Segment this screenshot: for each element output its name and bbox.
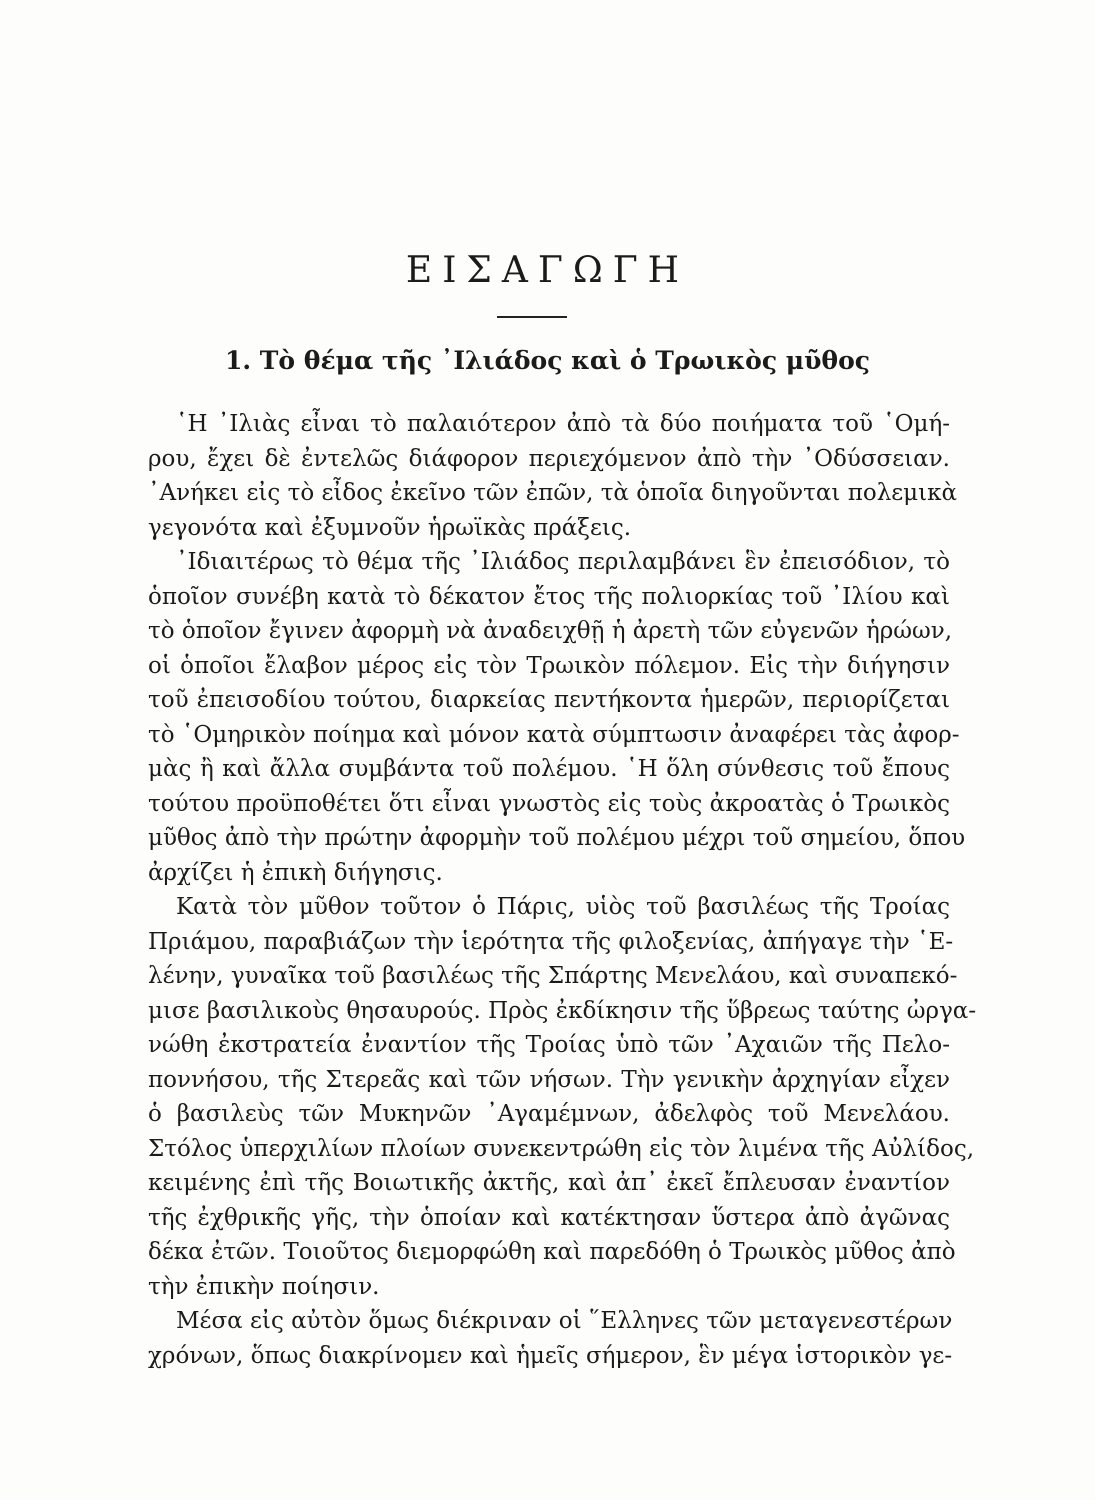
text-line: γεγονότα καὶ ἐξυμνοῦν ἡρωϊκὰς πράξεις. [148, 514, 632, 541]
text-line: κειμένης ἐπὶ τῆς Βοιωτικῆς ἀκτῆς, καὶ ἀπ᾽ ἐκεῖ ἔπλευσαν ἐναντίον [148, 1170, 950, 1196]
text-line: Πριάμου, παραβιάζων τὴν ἱερότητα τῆς φιλοξενίας, ἀπήγαγε τὴν ῾Ε- [148, 928, 954, 955]
text-line: τὴν ἐπικὴν ποίησιν. [148, 1273, 380, 1300]
text-line: ᾽Ανήκει εἰς τὸ εἶδος ἐκεῖνο τῶν ἐπῶν, τὰ ὁποῖα διηγοῦνται πολεμικὰ [148, 480, 958, 506]
text-line: λένην, γυναῖκα τοῦ βασιλέως τῆς Σπάρτης Μενελάου, καὶ συναπεκό- [148, 963, 958, 989]
text-line: Μέσα εἰς αὐτὸν ὅμως διέκριναν οἱ ῞Ελληνες τῶν μεταγενεστέρων [176, 1308, 953, 1334]
text-line: ᾽Ιδιαιτέρως τὸ θέμα τῆς ᾽Ιλιάδος περιλαμβάνει ἓν ἐπεισόδιον, τὸ [176, 549, 950, 575]
title-divider [497, 316, 567, 318]
text-line: χρόνων, ὅπως διακρίνομεν καὶ ἡμεῖς σήμερον, ἓν μέγα ἱστορικὸν γε- [148, 1342, 953, 1369]
text-line: Κατὰ τὸν μῦθον τοῦτον ὁ Πάρις, υἱὸς τοῦ βασιλέως τῆς Τροίας [176, 894, 950, 920]
text-line: ἀρχίζει ἡ ἐπικὴ διήγησις. [148, 859, 443, 886]
text-line: ρου, ἔχει δὲ ἐντελῶς διάφορον περιεχόμενον ἀπὸ τὴν ᾽Οδύσσειαν. [148, 445, 950, 472]
chapter-title: ΕΙΣΑΓΩΓΗ [405, 250, 690, 291]
text-line: ὁ βασιλεὺς τῶν Μυκηνῶν ᾽Αγαμέμνων, ἀδελφὸς τοῦ Μενελάου. [148, 1101, 950, 1127]
text-line: μῦθος ἀπὸ τὴν πρώτην ἀφορμὴν τοῦ πολέμου μέχρι τοῦ σημείου, ὅπου [148, 825, 966, 851]
section-heading: 1. Τὸ θέμα τῆς ᾽Ιλιάδος καὶ ὁ Τρωικὸς μῦθος [225, 346, 870, 375]
text-line: μισε βασιλικοὺς θησαυρούς. Πρὸς ἐκδίκησιν τῆς ὕβρεως ταύτης ὠργα- [148, 997, 977, 1024]
text-line: δέκα ἐτῶν. Τοιοῦτος διεμορφώθη καὶ παρεδόθη ὁ Τρωικὸς μῦθος ἀπὸ [148, 1239, 956, 1265]
text-line: τῆς ἐχθρικῆς γῆς, τὴν ὁποίαν καὶ κατέκτησαν ὕστερα ἀπὸ ἀγῶνας [148, 1204, 950, 1231]
text-line: οἱ ὁποῖοι ἔλαβον μέρος εἰς τὸν Τρωικὸν πόλεμον. Εἰς τὴν διήγησιν [148, 652, 950, 679]
text-line: τὸ ὁποῖον ἔγινεν ἀφορμὴ νὰ ἀναδειχθῇ ἡ ἀρετὴ τῶν εὐγενῶν ἡρώων, [148, 618, 953, 644]
text-line: τὸ ῾Ομηρικὸν ποίημα καὶ μόνον κατὰ σύμπτωσιν ἀναφέρει τὰς ἀφορ- [148, 721, 960, 748]
text-line: νώθη ἐκστρατεία ἐναντίον τῆς Τροίας ὑπὸ τῶν ᾽Αχαιῶν τῆς Πελο- [148, 1032, 950, 1058]
text-line: τούτου προϋποθέτει ὅτι εἶναι γνωστὸς εἰς τοὺς ἀκροατὰς ὁ Τρωικὸς [148, 790, 950, 817]
text-line: ποννήσου, τῆς Στερεᾶς καὶ τῶν νήσων. Τὴν γενικὴν ἀρχηγίαν εἶχεν [148, 1066, 950, 1093]
text-line: Στόλος ὑπερχιλίων πλοίων συνεκεντρώθη εἰς τὸν λιμένα τῆς Αὐλίδος, [148, 1135, 975, 1162]
text-line: μὰς ἢ καὶ ἄλλα συμβάντα τοῦ πολέμου. ῾Η ὅλη σύνθεσις τοῦ ἔπους [148, 756, 950, 782]
text-line: ῾Η ᾽Ιλιὰς εἶναι τὸ παλαιότερον ἀπὸ τὰ δύο ποιήματα τοῦ ῾Ομή- [176, 411, 950, 437]
body-text [148, 407, 977, 1373]
text-line: ὁποῖον συνέβη κατὰ τὸ δέκατον ἔτος τῆς πολιορκίας τοῦ ᾽Ιλίου καὶ [148, 583, 950, 610]
text-line: τοῦ ἐπεισοδίου τούτου, διαρκείας πεντήκοντα ἡμερῶν, περιορίζεται [148, 687, 950, 713]
